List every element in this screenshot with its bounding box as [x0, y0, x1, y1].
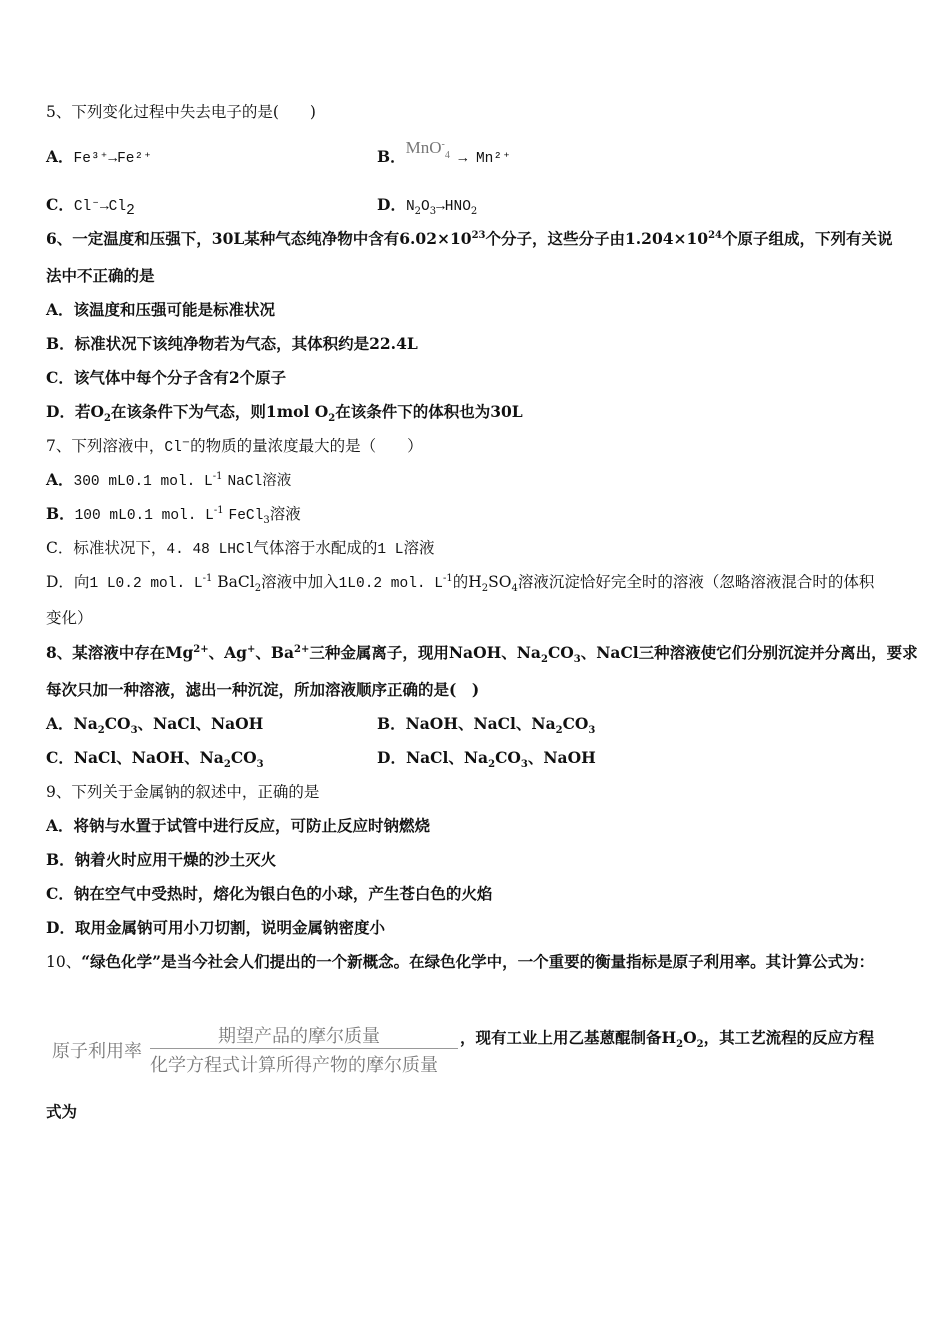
- q8-stem-line1: 8、某溶液中存在$Mg^{2+}$、Ag+、$Ba^{2+}$三种金属离子，现用NaOH、$Na_2CO_3$、NaCl三种溶液使它们分别沉淀并分离出，要求: [46, 643, 918, 666]
- q10-after-formula: ，现有工业上用乙基蒽醌制备$H_2O_2$，其工艺流程的反应方程: [460, 1028, 875, 1051]
- q8-stem-line2: 每次只加一种溶液，滤出一种沉淀，所加溶液顺序正确的是( ): [46, 680, 480, 699]
- q9-option-a: A．将钠与水置于试管中进行反应，可防止反应时钠燃烧: [46, 816, 431, 835]
- atom-utilization-formula: [52, 1022, 472, 1082]
- q9-option-d: D．取用金属钠可用小刀切割，说明金属钠密度小: [46, 918, 385, 937]
- q7-stem: 7、下列溶液中，Cl−的物质的量浓度最大的是（ ）: [46, 436, 423, 456]
- fraction-bar: [150, 1048, 458, 1049]
- q6-option-b: B．标准状况下该纯净物若为气态，其体积约是22.4L: [46, 334, 418, 353]
- q8-option-a: A．$Na_2CO_3$、NaCl、NaOH: [46, 714, 264, 737]
- q8-option-d: D．NaCl、$Na_2CO_3$、NaOH: [377, 748, 596, 771]
- q10-last-line: 式为: [46, 1102, 78, 1121]
- formula-denominator: 化学方程式计算所得产物的摩尔质量: [150, 1055, 438, 1076]
- q7-option-d-line2: 变化）: [46, 609, 93, 627]
- q5-stem: 5、下列变化过程中失去电子的是( ): [46, 103, 316, 121]
- q5-option-c: C．$Cl^-\to Cl_2$: [46, 195, 135, 220]
- q9-option-b: B．钠着火时应用干燥的沙土灭火: [46, 850, 277, 869]
- q7-option-d-line1: D．向1 L0.2 mol. $L^{-1}$ BaCl$_2$溶液中加入1L0.2 mol. $L^{-1}$的$H_2SO_4$溶液沉淀恰好完全时的溶液（忽略溶液混合时的体积: [46, 572, 875, 595]
- q7-option-b: B．100 mL0.1 mol. $L^{-1}$ FeCl$_3$溶液: [46, 504, 301, 527]
- q10-stem: 10、“绿色化学”是当今社会人们提出的一个新概念。在绿色化学中，一个重要的衡量指标是原子利用率。其计算公式为：: [46, 952, 875, 971]
- q5-option-b: B．MnO-$_4$ → Mn²⁺: [377, 138, 511, 167]
- q5-option-d: D．$N_2O_3\to HNO_2$: [377, 195, 478, 218]
- q7-option-a: A．300 mL0.1 mol. $L^{-1}$ NaCl溶液: [46, 470, 292, 490]
- q6-stem-line1: 6、一定温度和压强下，30L某种气态纯净物中含有$6.02\times 10^{23}$个分子，这些分子由$1.204\times 10^{24}$个原子组成，下列有关说: [46, 229, 893, 248]
- q7-option-c: C．标准状况下，4. 48 LHCl气体溶于水配成的1 L溶液: [46, 539, 435, 558]
- formula-numerator: 期望产品的摩尔质量: [218, 1026, 380, 1047]
- q6-option-d: D．若$O_2$在该条件下为气态，则1mol $O_2$在该条件下的体积也为30L: [46, 402, 523, 425]
- q6-option-a: A．该温度和压强可能是标准状况: [46, 300, 276, 319]
- q6-stem-line2: 法中不正确的是: [46, 266, 155, 285]
- formula-label: 原子利用率: [52, 1041, 142, 1062]
- q8-option-b: B．NaOH、NaCl、$Na_2CO_3$: [377, 714, 596, 737]
- q9-stem: 9、下列关于金属钠的叙述中，正确的是: [46, 783, 320, 801]
- q8-option-c: C．NaCl、NaOH、$Na_2CO_3$: [46, 748, 264, 771]
- q5-option-a: A．Fe³⁺→Fe²⁺: [46, 147, 152, 167]
- q9-option-c: C．钠在空气中受热时，熔化为银白色的小球，产生苍白色的火焰: [46, 884, 493, 903]
- q6-option-c: C．该气体中每个分子含有2个原子: [46, 368, 287, 387]
